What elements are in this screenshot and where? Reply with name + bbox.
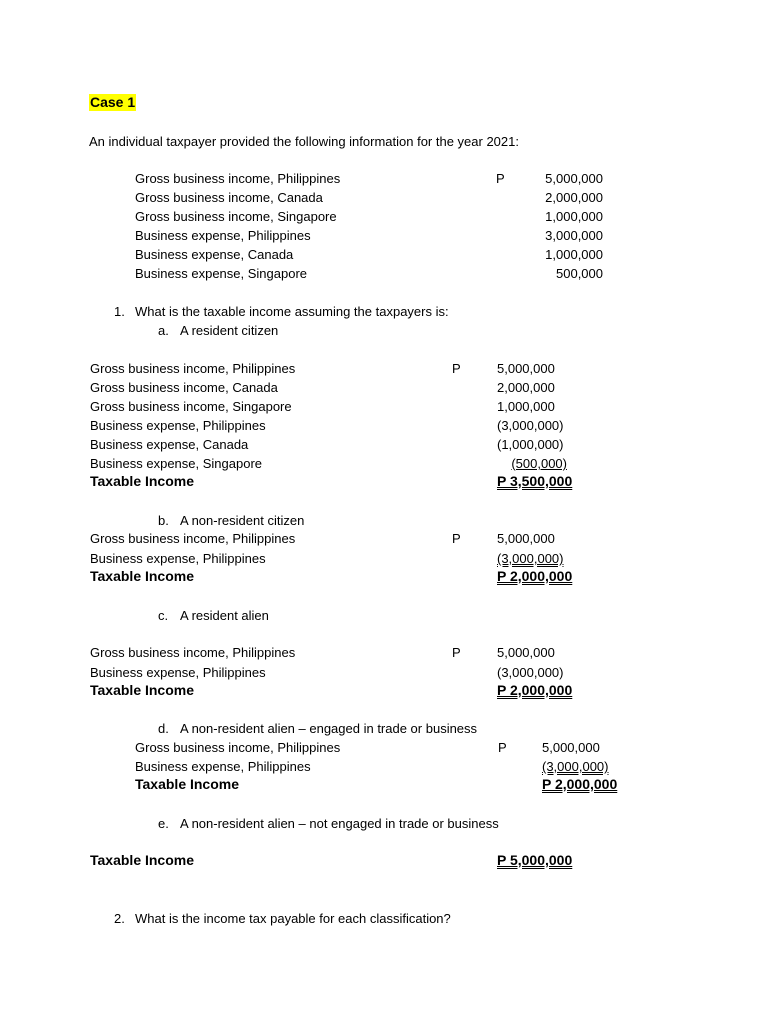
a-row-label: Gross business income, Philippines <box>90 361 296 376</box>
c-currency: P <box>452 645 461 660</box>
case-title: Case 1 <box>90 94 136 110</box>
c-row-label: Business expense, Philippines <box>90 665 266 680</box>
a-row-amount: 5,000,000 <box>497 361 555 376</box>
b-row-amount: (3,000,000) <box>497 551 564 566</box>
given-row-amount: 3,000,000 <box>545 228 603 243</box>
c-row-amount: 5,000,000 <box>497 645 555 660</box>
b-row-label: Business expense, Philippines <box>90 551 266 566</box>
sub-label: A non-resident alien – engaged in trade or business <box>180 721 478 736</box>
sub-label: A resident alien <box>180 608 269 623</box>
a-row-amount: 2,000,000 <box>497 380 555 395</box>
sub-label: A non-resident citizen <box>180 513 305 528</box>
given-row-label: Gross business income, Philippines <box>135 171 341 186</box>
given-row-amount: 1,000,000 <box>545 247 603 262</box>
given-row-label: Business expense, Singapore <box>135 266 308 281</box>
d-row-amount: (3,000,000) <box>542 759 609 774</box>
d-total-amount: P 2,000,000 <box>542 776 618 792</box>
given-row-label: Business expense, Canada <box>135 247 294 262</box>
question-text: What is the taxable income assuming the taxpayers is: <box>135 304 449 319</box>
given-row-amount: 2,000,000 <box>545 190 603 205</box>
d-row-amount: 5,000,000 <box>542 740 600 755</box>
b-total-label: Taxable Income <box>90 568 195 584</box>
given-row-label: Business expense, Philippines <box>135 228 311 243</box>
a-row-label: Business expense, Singapore <box>90 456 263 471</box>
a-row-amount: 1,000,000 <box>497 399 555 414</box>
a-row-label: Business expense, Philippines <box>90 418 266 433</box>
sub-letter: d. <box>158 721 169 736</box>
a-currency: P <box>452 361 461 376</box>
given-row-amount: 1,000,000 <box>545 209 603 224</box>
intro-text: An individual taxpayer provided the following information for the year 2021: <box>89 134 519 149</box>
d-row-label: Gross business income, Philippines <box>135 740 341 755</box>
b-row-label: Gross business income, Philippines <box>90 531 296 546</box>
given-row-amount: 5,000,000 <box>545 171 603 186</box>
b-currency: P <box>452 531 461 546</box>
sub-letter: c. <box>158 608 169 623</box>
a-row-label: Business expense, Canada <box>90 437 249 452</box>
a-row-amount: (500,000) <box>511 456 567 471</box>
given-row-label: Gross business income, Canada <box>135 190 323 205</box>
a-row-label: Gross business income, Canada <box>90 380 278 395</box>
sub-label: A resident citizen <box>180 323 279 338</box>
question-number: 2. <box>114 911 125 926</box>
a-row-label: Gross business income, Singapore <box>90 399 292 414</box>
sub-letter: e. <box>158 816 169 831</box>
d-row-label: Business expense, Philippines <box>135 759 311 774</box>
sub-letter: b. <box>158 513 169 528</box>
c-total-label: Taxable Income <box>90 682 195 698</box>
sub-label: A non-resident alien – not engaged in trade or business <box>180 816 499 831</box>
c-total-amount: P 2,000,000 <box>497 682 573 698</box>
d-total-label: Taxable Income <box>135 776 240 792</box>
question-text: What is the income tax payable for each classification? <box>135 911 451 926</box>
sub-letter: a. <box>158 323 169 338</box>
given-currency: P <box>496 171 505 186</box>
e-total-label: Taxable Income <box>90 852 195 868</box>
d-currency: P <box>498 740 507 755</box>
a-row-amount: (1,000,000) <box>497 437 564 452</box>
b-row-amount: 5,000,000 <box>497 531 555 546</box>
given-row-amount: 500,000 <box>556 266 603 281</box>
a-total-amount: P 3,500,000 <box>497 473 573 489</box>
a-row-amount: (3,000,000) <box>497 418 564 433</box>
a-total-label: Taxable Income <box>90 473 195 489</box>
given-row-label: Gross business income, Singapore <box>135 209 337 224</box>
c-row-label: Gross business income, Philippines <box>90 645 296 660</box>
e-total-amount: P 5,000,000 <box>497 852 573 868</box>
c-row-amount: (3,000,000) <box>497 665 564 680</box>
question-number: 1. <box>114 304 125 319</box>
b-total-amount: P 2,000,000 <box>497 568 573 584</box>
